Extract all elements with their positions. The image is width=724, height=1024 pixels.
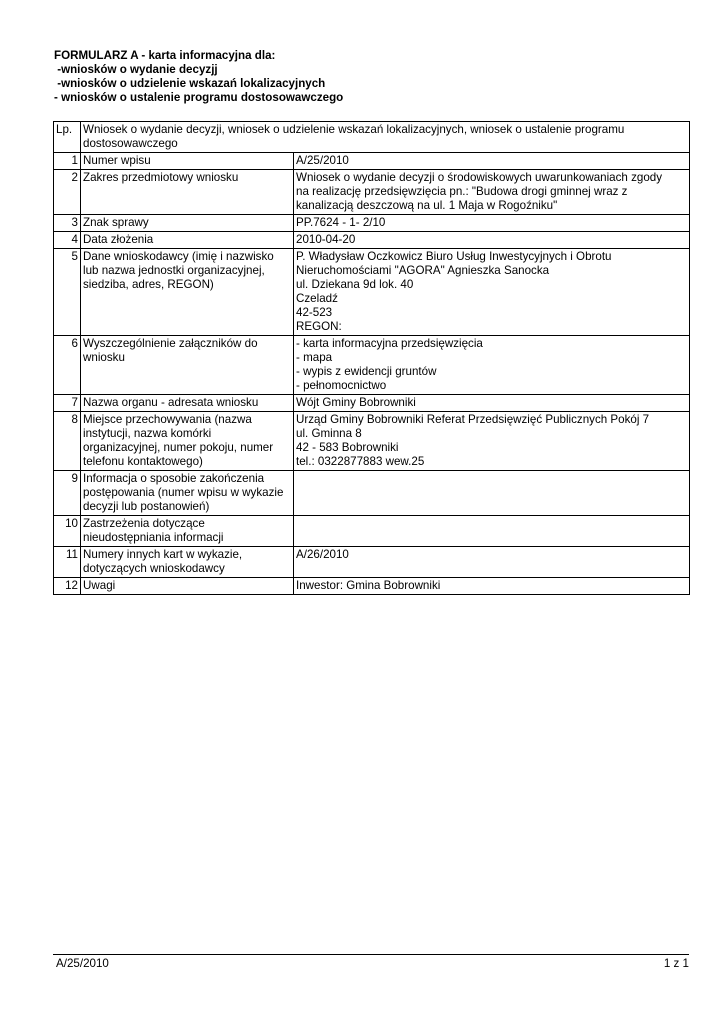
row-value-line: ul. Gminna 8 — [296, 427, 362, 440]
table-row — [54, 336, 690, 395]
form-heading — [54, 49, 343, 105]
row-label — [81, 578, 294, 595]
row-number: 10 — [54, 516, 81, 547]
row-label-line: Wyszczególnienie załączników do — [83, 337, 258, 350]
info-card-table — [53, 121, 690, 595]
row-value — [294, 395, 690, 412]
heading-line-1: FORMULARZ A - karta informacyjna dla: — [54, 49, 276, 62]
row-number: 7 — [54, 395, 81, 412]
row-value-line — [296, 517, 687, 531]
row-number: 5 — [54, 249, 81, 336]
row-label-line: postępowania (numer wpisu w wykazie — [83, 486, 284, 499]
row-label-line: Zastrzeżenia dotyczące — [83, 517, 205, 530]
row-value-line: na realizację przedsięwzięcia pn.: "Budowa drogi gminnej wraz z — [296, 185, 628, 198]
row-value-line: - mapa — [296, 351, 333, 364]
row-value-line: P. Władysław Oczkowicz Biuro Usług Inwestycyjnych i Obrotu — [296, 250, 612, 263]
row-number: 3 — [54, 215, 81, 232]
row-label-line: Data złożenia — [83, 233, 154, 246]
row-value-line: 2010-04-20 — [296, 233, 356, 246]
row-value — [294, 412, 690, 471]
table-header-row — [54, 122, 690, 153]
row-label-line: nieudostępniania informacji — [83, 531, 224, 544]
row-label-line: Znak sprawy — [83, 216, 149, 229]
row-number: 8 — [54, 412, 81, 471]
row-number: 6 — [54, 336, 81, 395]
row-label-line: Numer wpisu — [83, 154, 151, 167]
row-label — [81, 153, 294, 170]
row-label-line: siedziba, adres, REGON) — [83, 278, 214, 291]
row-number: 11 — [54, 547, 81, 578]
row-label — [81, 395, 294, 412]
row-value — [294, 232, 690, 249]
row-value-line: Wniosek o wydanie decyzji o środowiskowych uwarunkowaniach zgody — [296, 171, 663, 184]
row-label — [81, 471, 294, 516]
row-label-line: decyzji lub postanowień) — [83, 500, 210, 513]
row-value — [294, 578, 690, 595]
row-value-line: - karta informacyjna przedsięwzięcia — [296, 337, 483, 350]
row-value-line: PP.7624 - 1- 2/10 — [296, 216, 386, 229]
row-label — [81, 547, 294, 578]
row-value — [294, 249, 690, 336]
table-row — [54, 153, 690, 170]
row-label — [81, 516, 294, 547]
row-label-line: Numery innych kart w wykazie, — [83, 548, 243, 561]
row-label-line: Nazwa organu - adresata wniosku — [83, 396, 259, 409]
page-footer — [53, 954, 689, 970]
row-value — [294, 336, 690, 395]
table-row — [54, 471, 690, 516]
row-label-line: telefonu kontaktowego) — [83, 455, 203, 468]
row-value — [294, 547, 690, 578]
row-label-line: lub nazwa jednostki organizacyjnej, — [83, 264, 265, 277]
heading-line-2: -wniosków o wydanie decyzjj — [54, 63, 218, 76]
row-label-line: organizacyjnej, numer pokoju, numer — [83, 441, 274, 454]
row-value-line: Wójt Gminy Bobrowniki — [296, 396, 416, 409]
header-title-line-1: Wniosek o wydanie decyzji, wniosek o udzielenie wskazań lokalizacyjnych, wniosek o ustalenie programu — [83, 123, 625, 136]
row-value-line: Nieruchomościami "AGORA" Agnieszka Sanocka — [296, 264, 550, 277]
row-value-line: REGON: — [296, 320, 342, 333]
row-number: 12 — [54, 578, 81, 595]
row-label-line: dotyczących wnioskodawcy — [83, 562, 225, 575]
row-label-line: Informacja o sposobie zakończenia — [83, 472, 265, 485]
table-row — [54, 412, 690, 471]
row-value-line: 42-523 — [296, 306, 333, 319]
row-label-line: wniosku — [83, 351, 125, 364]
row-label-line: Zakres przedmiotowy wniosku — [83, 171, 239, 184]
row-value — [294, 471, 690, 516]
row-label — [81, 336, 294, 395]
row-value — [294, 215, 690, 232]
row-number: 4 — [54, 232, 81, 249]
row-label-line: instytucji, nazwa komórki — [83, 427, 212, 440]
table-row — [54, 170, 690, 215]
heading-line-4: - wniosków o ustalenie programu dostosowawczego — [54, 91, 344, 104]
row-value-line: Czeladź — [296, 292, 338, 305]
row-value — [294, 170, 690, 215]
row-value — [294, 153, 690, 170]
row-value-line: - pełnomocnictwo — [296, 379, 387, 392]
row-label — [81, 249, 294, 336]
table-row — [54, 232, 690, 249]
header-title-line-2: dostosowawczego — [83, 137, 178, 150]
row-value-line: 42 - 583 Bobrowniki — [296, 441, 399, 454]
row-label — [81, 412, 294, 471]
row-value-line: ul. Dziekana 9d lok. 40 — [296, 278, 414, 291]
table-row — [54, 578, 690, 595]
row-label-line: Dane wnioskodawcy (imię i nazwisko — [83, 250, 274, 263]
row-value-line: Inwestor: Gmina Bobrowniki — [296, 579, 441, 592]
heading-line-3: -wniosków o udzielenie wskazań lokalizacyjnych — [54, 77, 326, 90]
row-label — [81, 232, 294, 249]
row-number: 9 — [54, 471, 81, 516]
table-row — [54, 395, 690, 412]
row-value-line: - wypis z ewidencji gruntów — [296, 365, 437, 378]
table-row — [54, 547, 690, 578]
row-number: 1 — [54, 153, 81, 170]
row-label-line: Uwagi — [83, 579, 116, 592]
row-value-line: tel.: 0322877883 wew.25 — [296, 455, 425, 468]
footer-document-number: A/25/2010 — [56, 957, 109, 970]
table-row — [54, 516, 690, 547]
header-lp: Lp. — [54, 122, 81, 153]
row-number: 2 — [54, 170, 81, 215]
row-label-line: Miejsce przechowywania (nazwa — [83, 413, 252, 426]
row-value-line — [296, 472, 687, 486]
footer-page-count: 1 z 1 — [663, 957, 689, 970]
header-title — [81, 122, 690, 153]
row-value-line: A/26/2010 — [296, 548, 349, 561]
table-row — [54, 249, 690, 336]
row-label — [81, 215, 294, 232]
row-value-line: kanalizacją deszczową na ul. 1 Maja w Rogoźniku" — [296, 199, 558, 212]
row-label — [81, 170, 294, 215]
row-value-line: A/25/2010 — [296, 154, 349, 167]
row-value-line: Urząd Gminy Bobrowniki Referat Przedsięwzięć Publicznych Pokój 7 — [296, 413, 650, 426]
table-row — [54, 215, 690, 232]
row-value — [294, 516, 690, 547]
